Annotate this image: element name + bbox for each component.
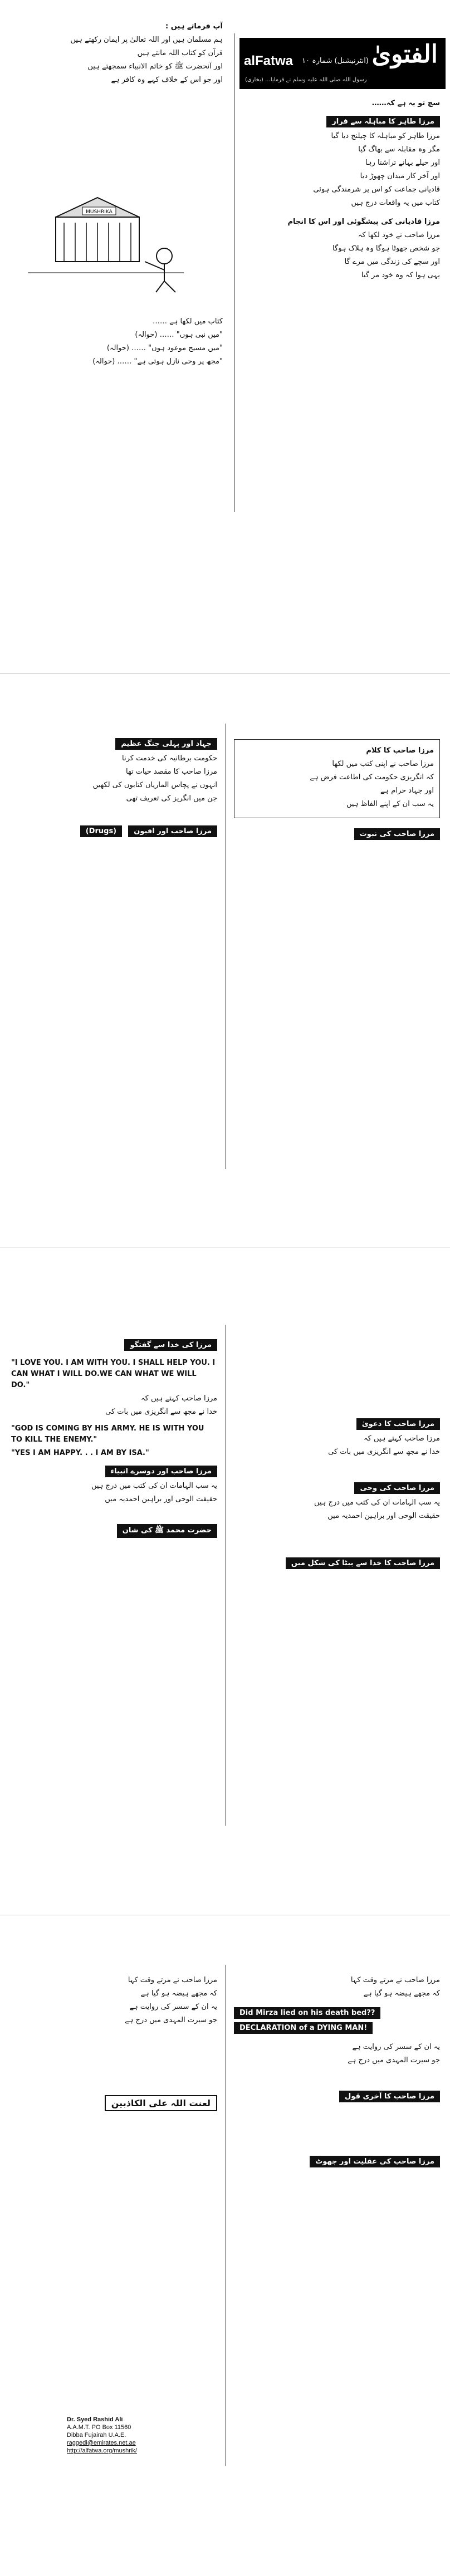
- english-quote: "GOD IS COMING BY HIS ARMY. HE IS WITH YOU TO KILL THE ENEMY.": [11, 1424, 204, 1444]
- panel1-line: کتاب میں یہ واقعات درج ہیں: [351, 199, 440, 207]
- panel1-line: مگر وہ مقابلہ سے بھاگ گیا: [358, 145, 440, 154]
- panel2-subject-heading: مرزا صاحب کی نبوت: [354, 828, 440, 840]
- masthead-title-urdu: الفتویٰ: [371, 40, 438, 68]
- panel4-right-heading-3: مرزا صاحب کی عقلیت اور جھوٹ: [310, 2156, 440, 2167]
- panel2-right-line: اور جہاد حرام ہے: [380, 786, 434, 795]
- panel2-left-line: حکومت برطانیہ کی خدمت کرنا: [122, 754, 217, 763]
- footer-website-link[interactable]: http://alfatwa.org/mushrik/: [67, 2447, 137, 2454]
- footer-email-link[interactable]: raggedi@emirates.net.ae: [67, 2440, 136, 2446]
- panel4-left-line: جو سیرت المہدی میں درج ہے: [125, 2016, 217, 2024]
- panel2-left-line: انہوں نے پچاس الماریاں کتابوں کی لکھیں: [92, 781, 217, 789]
- panel4-right-heading-2: مرزا صاحب کا آخری قول: [339, 2091, 440, 2102]
- panel1-line: اور حیلے بہانے تراشتا رہا: [365, 159, 440, 167]
- panel4-right-column: [228, 1970, 446, 2471]
- panel2-right-column: [228, 735, 446, 1124]
- panel3-right-heading-1: مرزا صاحب کا دعویٰ: [356, 1418, 440, 1430]
- panel3-right-heading-2: مرزا صاحب کی وحی: [354, 1482, 440, 1494]
- quote-line: کتاب میں لکھا ہے ……: [153, 317, 223, 326]
- panel2-quote-box: [234, 739, 440, 818]
- panel2-left-column: [6, 729, 223, 1119]
- panel1-line: قادیانی جماعت کو اس پر شرمندگی ہوئی: [313, 185, 440, 194]
- contact-footer: [67, 2416, 173, 2455]
- panel2-right-line: کہ انگریزی حکومت کی اطاعت فرض ہے: [310, 773, 434, 781]
- panel4-left-column: [6, 1970, 223, 2405]
- english-quote: "I LOVE YOU. I AM WITH YOU. I SHALL HELP YOU. I CAN WHAT I WILL DO.WE CAN WHAT WE WILL DO.": [11, 1359, 216, 1389]
- panel4-line: جو سیرت المہدی میں درج ہے: [348, 2056, 440, 2064]
- panel1-main-heading: مرزا طاہر کا مباہلہ سے فرار: [326, 116, 440, 127]
- panel1-left-intro: آپ فرماتے ہیں :: [165, 22, 223, 31]
- panel3-line: خدا نے مجھ سے انگریزی میں بات کی: [105, 1408, 217, 1416]
- panel4-left-line: کہ مجھے ہیضہ ہو گیا ہے: [140, 1989, 217, 1998]
- panel1-line2: مرزا صاحب نے خود لکھا کہ: [358, 231, 440, 239]
- panel3-right-column: [228, 1330, 446, 1831]
- footer-line: Dibba Fujairah U.A.E.: [67, 2432, 126, 2439]
- panel1-line: مرزا طاہر کو مباہلہ کا چیلنج دیا گیا: [331, 132, 440, 140]
- panel3-right-heading-3: مرزا صاحب کا خدا سے بیٹا کی شکل میں: [286, 1557, 440, 1569]
- quote-line: "مجھ پر وحی نازل ہوتی ہے" …… (حوالہ): [92, 357, 223, 366]
- panel1-line2: جو شخص جھوٹا ہوگا وہ ہلاک ہوگا: [332, 244, 440, 253]
- panel1-left-line: اور جو اس کے خلاف کہے وہ کافر ہے: [111, 76, 223, 84]
- cartoon-sign: MUSHRIKA: [86, 209, 113, 215]
- cartoon-illustration: [17, 189, 195, 295]
- panel2-left-line: مرزا صاحب کا مقصد حیات تھا: [125, 768, 217, 776]
- panel1-quotes: [6, 312, 228, 490]
- panel3-left-column: [6, 1330, 223, 1831]
- panel3-line: خدا نے مجھ سے انگریزی میں بات کی: [328, 1448, 440, 1456]
- panel4-left-heading: لعنت اللہ علی الکاذبین: [105, 2095, 217, 2111]
- panel4-line: مرزا صاحب نے مرتے وقت کہا: [350, 1976, 440, 1984]
- panel2-left-line: جن میں انگریز کی تعریف تھی: [126, 794, 217, 803]
- panel3-line: حقیقت الوحی اور براہین احمدیہ میں: [327, 1512, 440, 1520]
- english-quote: "YES I AM HAPPY. . . I AM BY ISA.": [11, 1449, 149, 1457]
- footer-line: Dr. Syed Rashid Ali: [67, 2416, 123, 2423]
- panel2-right-line: مرزا صاحب نے اپنی کتب میں لکھا: [332, 760, 434, 768]
- panel3-left-bottom-heading: حضرت محمد ﷺ کی شان: [117, 1524, 217, 1538]
- panel1-right-column: [239, 94, 446, 483]
- panel2-right-line: یہ سب ان کے اپنے الفاظ ہیں: [346, 800, 434, 808]
- panel1-left-line: اور آنحضرت ﷺ کو خاتم الانبیاء سمجھتے ہیں: [87, 62, 223, 71]
- panel4-left-line: یہ ان کے سسر کی روایت ہے: [129, 2003, 217, 2011]
- quote-line: "میں مسیح موعود ہوں" …… (حوالہ): [106, 344, 223, 352]
- panel1-line2: یہی ہوا کہ وہ خود مر گیا: [361, 271, 440, 279]
- masthead-title-latin: alFatwa: [244, 53, 294, 68]
- panel4-line: یہ ان کے سسر کی روایت ہے: [352, 2043, 440, 2051]
- panel4-line: کہ مجھے ہیضہ ہو گیا ہے: [363, 1989, 440, 1998]
- panel4-heading-en-2: DECLARATION of a DYING MAN!: [234, 2022, 373, 2034]
- panel1-left-line: قرآن کو کتاب اللہ مانتے ہیں: [137, 49, 223, 57]
- panel3-left-top-heading: مرزا کی خدا سے گفتگو: [124, 1339, 217, 1351]
- masthead-issue: (انٹرنیشنل) شمارہ ۱۰: [302, 57, 369, 65]
- panel1-line2: اور سچے کی زندگی میں مرے گا: [344, 258, 440, 266]
- footer-line: A.A.M.T. PO Box 11560: [67, 2424, 131, 2431]
- panel4-english-headings: [234, 2007, 440, 2034]
- panel3-line: یہ سب الہامات ان کی کتب میں درج ہیں: [314, 1498, 440, 1507]
- panel3-line: مرزا صاحب کہتے ہیں کہ: [364, 1434, 440, 1443]
- quote-line: "میں نبی ہوں" …… (حوالہ): [135, 331, 223, 339]
- panel3-line: یہ سب الہامات ان کی کتب میں درج ہیں: [91, 1482, 217, 1490]
- panel3-line: مرزا صاحب کہتے ہیں کہ: [141, 1394, 217, 1403]
- masthead: [239, 38, 446, 89]
- panel2-left-heading: جہاد اور پہلی جنگ عظیم: [115, 738, 217, 750]
- panel2-drugs-heading: مرزا صاحب اور افیون: [128, 825, 217, 837]
- panel2-drugs-heading-en: (Drugs): [80, 825, 122, 837]
- panel3-left-mid-heading: مرزا صاحب اور دوسرے انبیاء: [105, 1466, 218, 1477]
- panel4-left-line: مرزا صاحب نے مرتے وقت کہا: [128, 1976, 217, 1984]
- panel1-hazrat-heading: سچ تو یہ ہے کہ……: [371, 99, 440, 107]
- panel4-heading-en-1: Did Mirza lied on his death bed??: [234, 2007, 380, 2019]
- panel2-right-heading: مرزا صاحب کا کلام: [366, 746, 434, 755]
- masthead-subline: رسول اللہ صلی اللہ علیہ وسلم نے فرمایا… (بخاری): [245, 77, 367, 83]
- panel1-subheading: مرزا قادیانی کی پیشگوئی اور اس کا انجام: [287, 218, 440, 226]
- panel1-left-line: ہم مسلمان ہیں اور اللہ تعالیٰ پر ایمان رکھتے ہیں: [70, 36, 223, 44]
- panel1-line: اور آخر کار میدان چھوڑ دیا: [360, 172, 440, 180]
- panel3-line: حقیقت الوحی اور براہین احمدیہ میں: [105, 1495, 217, 1503]
- panel1-left-column: [6, 17, 228, 184]
